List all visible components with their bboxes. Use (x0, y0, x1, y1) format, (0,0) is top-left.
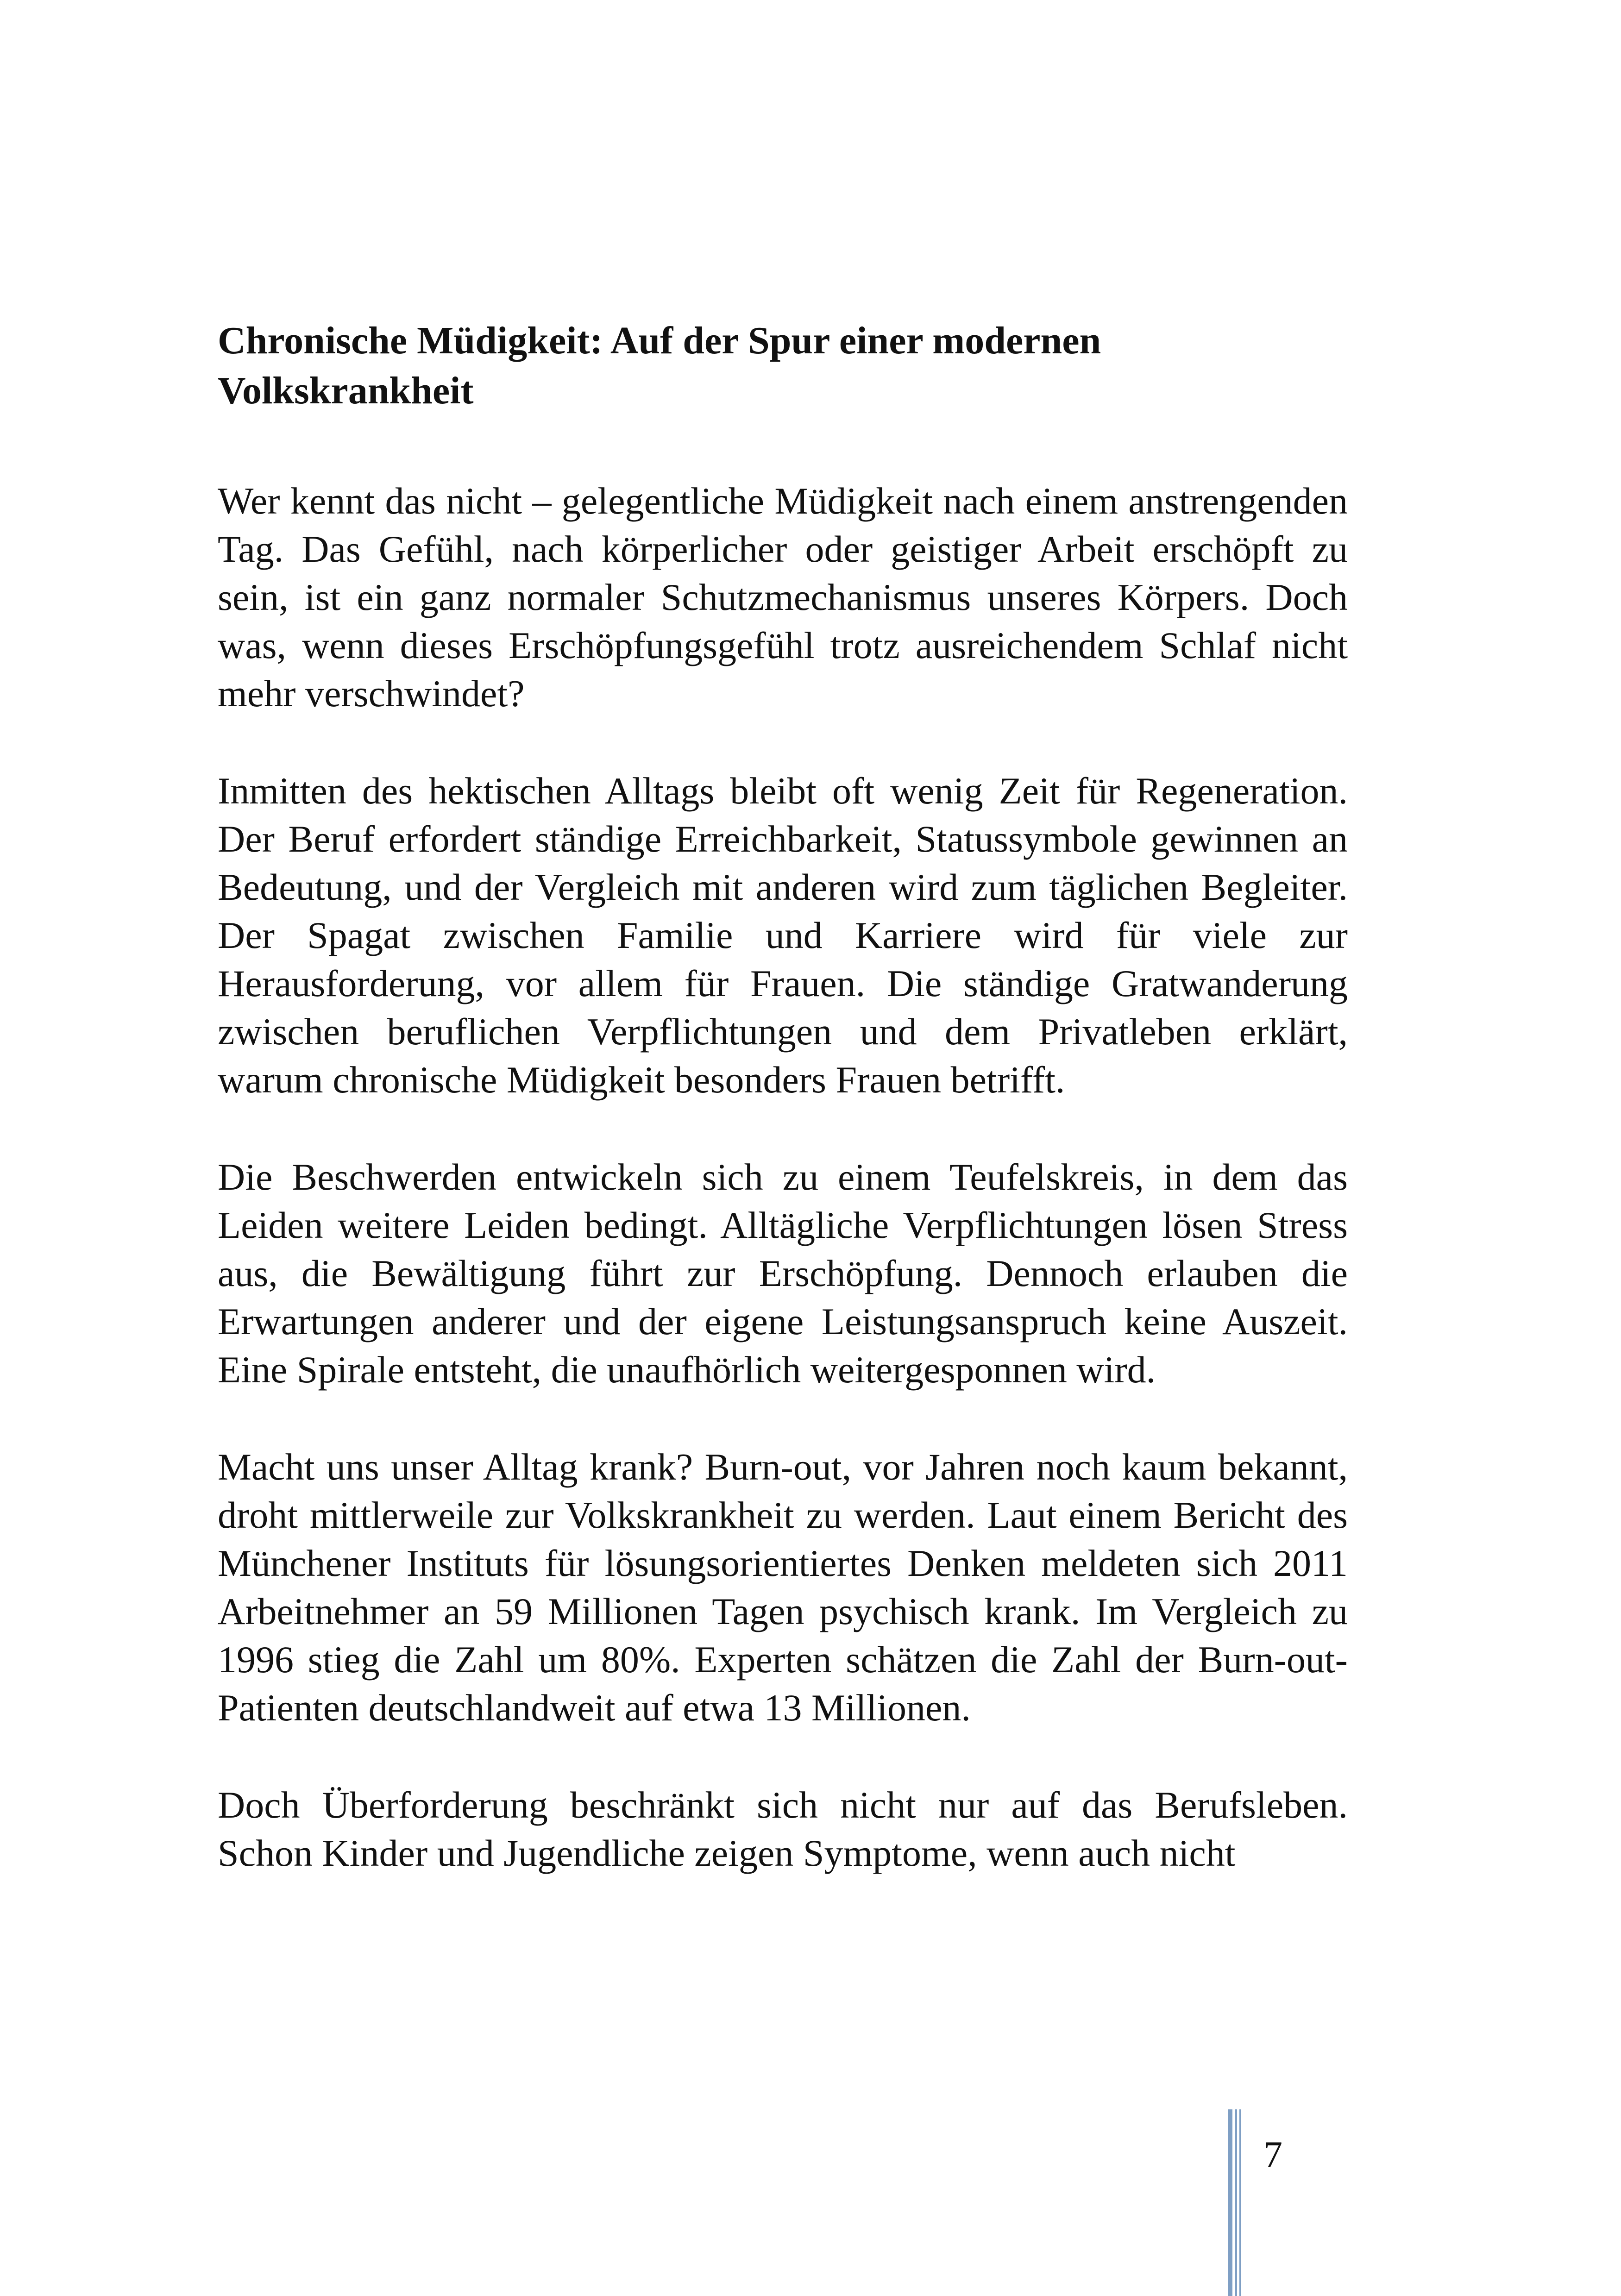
chapter-heading: Chronische Müdigkeit: Auf der Spur einer modernen Volkskrankheit (218, 319, 1101, 412)
page-footer (1223, 2109, 1315, 2296)
paragraph-5: Doch Überforderung beschränkt sich nicht nur auf das Berufsleben. Schon Kinder und Jugendliche zeigen Symptome, wenn auch nicht (218, 1784, 1348, 1874)
paragraph-3: Die Beschwerden entwickeln sich zu einem Teufelskreis, in dem das Leiden weitere Leiden bedingt. Alltägliche Verpflichtungen lösen Stress aus, die Bewältigung führt zur Erschöpfung. Dennoch erlauben die Erwartungen anderer und der eigene Leistungsanspruch keine Auszeit. Eine Spirale entsteht, die unaufhörlich weitergesponnen wird. (218, 1156, 1348, 1391)
paragraph-4: Macht uns unser Alltag krank? Burn-out, vor Jahren noch kaum bekannt, droht mittlerweile zur Volkskrankheit zu werden. Laut einem Bericht des Münchener Instituts für lösungsorientiertes Denken meldeten sich 2011 Arbeitnehmer an 59 Millionen Tagen psychisch krank. Im Vergleich zu 1996 stieg die Zahl um 80%. Experten schätzen die Zahl der Burn-out-Patienten deutschlandweit auf etwa 13 Millionen. (218, 1446, 1348, 1729)
footer-rule (1239, 2109, 1241, 2296)
footer-rule (1235, 2109, 1237, 2296)
paragraph-2: Inmitten des hektischen Alltags bleibt oft wenig Zeit für Regeneration. Der Beruf erfordert ständige Erreichbarkeit, Statussymbole gewinnen an Bedeutung, und der Vergleich mit anderen wird zum täglichen Begleiter. Der Spagat zwischen Familie und Karriere wird für viele zur Herausforderung, vor allem für Frauen. Die ständige Gratwanderung zwischen beruflichen Verpflichtungen und dem Privatleben erklärt, warum chronische Müdigkeit besonders Frauen betrifft. (218, 770, 1348, 1101)
paragraph-1: Wer kennt das nicht – gelegentliche Müdigkeit nach einem anstrengenden Tag. Das Gefühl, nach körperlicher oder geistiger Arbeit erschöpft zu sein, ist ein ganz normaler Schutzmechanismus unseres Körpers. Doch was, wenn dieses Erschöpfungsgefühl trotz ausreichendem Schlaf nicht mehr verschwindet? (218, 480, 1348, 715)
page-content (218, 316, 1348, 1877)
page-number: 7 (1263, 2133, 1282, 2176)
footer-rule (1228, 2109, 1232, 2296)
